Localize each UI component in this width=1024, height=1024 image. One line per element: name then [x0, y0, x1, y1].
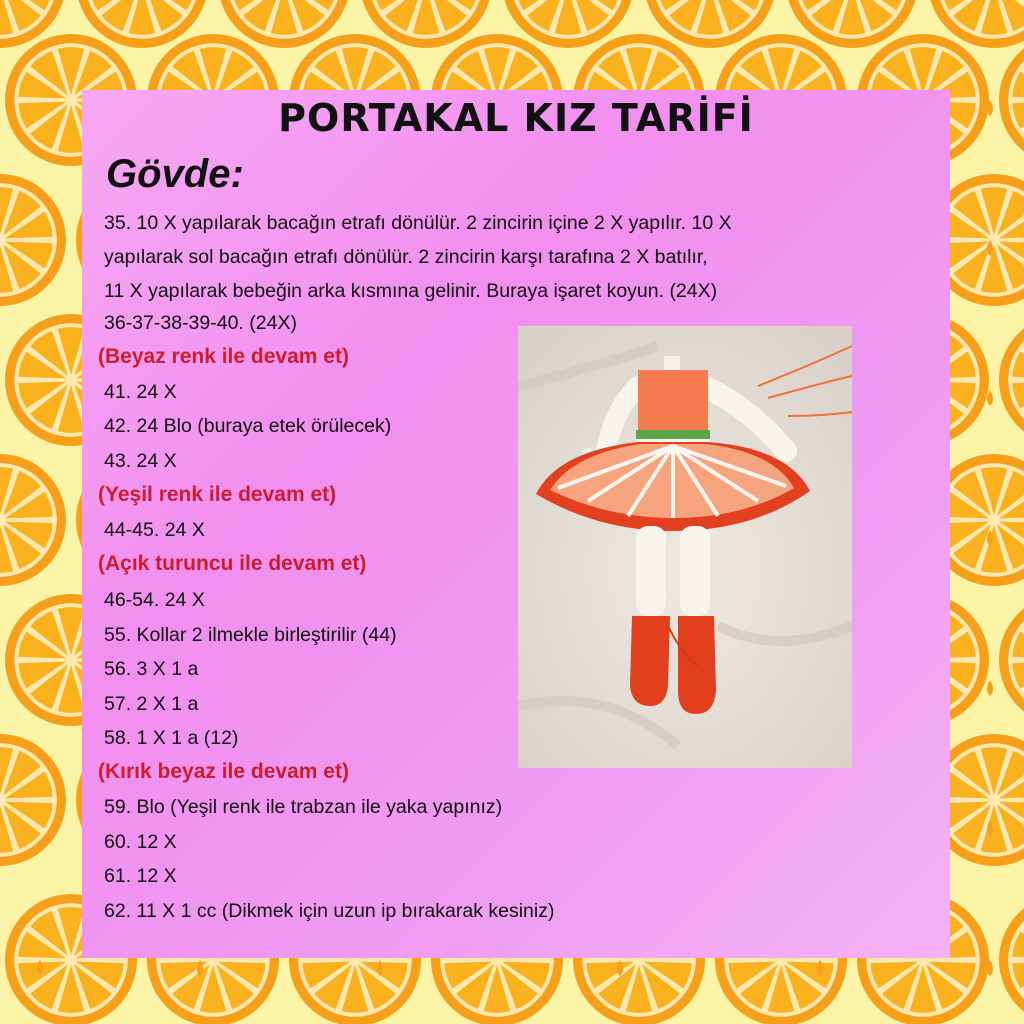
step-line: 41. 24 X [104, 381, 177, 403]
orange-slice-icon [0, 174, 66, 306]
color-change-note: (Kırık beyaz ile devam et) [98, 760, 349, 783]
color-change-note: (Beyaz renk ile devam et) [98, 345, 349, 368]
intro-line: 11 X yapılarak bebeğin arka kısmına gelinir. Buraya işaret koyun. (24X) [104, 280, 718, 302]
intro-line: 35. 10 X yapılarak bacağın etrafı dönülür. 2 zincirin içine 2 X yapılır. 10 X [104, 212, 732, 234]
section-heading: Gövde: [106, 152, 244, 196]
step-line: 57. 2 X 1 a [104, 693, 199, 715]
orange-slice-icon [0, 454, 66, 586]
step-line: 42. 24 Blo (buraya etek örülecek) [104, 415, 392, 437]
step-line: 55. Kollar 2 ilmekle birleştirilir (44) [104, 624, 397, 646]
step-line: 56. 3 X 1 a [104, 658, 199, 680]
orange-slice-icon [999, 894, 1024, 1024]
crochet-doll-image [518, 326, 852, 768]
step-line: 44-45. 24 X [104, 519, 205, 541]
doll-photo [518, 326, 852, 768]
intro-line: yapılarak sol bacağın etrafı dönülür. 2 zincirin karşı tarafına 2 X batılır, [104, 246, 708, 268]
step-line: 58. 1 X 1 a (12) [104, 727, 239, 749]
step-line: 36-37-38-39-40. (24X) [104, 312, 297, 334]
step-line: 61. 12 X [104, 865, 177, 887]
orange-slice-icon [999, 314, 1024, 446]
step-line: 62. 11 X 1 cc (Dikmek için uzun ip bırakarak kesiniz) [104, 900, 555, 922]
step-line: 60. 12 X [104, 831, 177, 853]
intro-paragraph [104, 206, 934, 308]
step-line: 43. 24 X [104, 450, 177, 472]
color-change-note: (Açık turuncu ile devam et) [98, 552, 367, 575]
juice-drop-icon [987, 680, 993, 696]
orange-slice-icon [999, 34, 1024, 166]
color-change-note: (Yeşil renk ile devam et) [98, 483, 337, 506]
orange-slice-icon [0, 734, 66, 866]
orange-slice-icon [999, 594, 1024, 726]
step-line: 46-54. 24 X [104, 589, 205, 611]
step-line: 59. Blo (Yeşil renk ile trabzan ile yaka yapınız) [104, 796, 503, 818]
page-title: PORTAKAL KIZ TARİFİ [278, 96, 754, 140]
juice-drop-icon [987, 390, 993, 406]
recipe-card [82, 90, 950, 958]
